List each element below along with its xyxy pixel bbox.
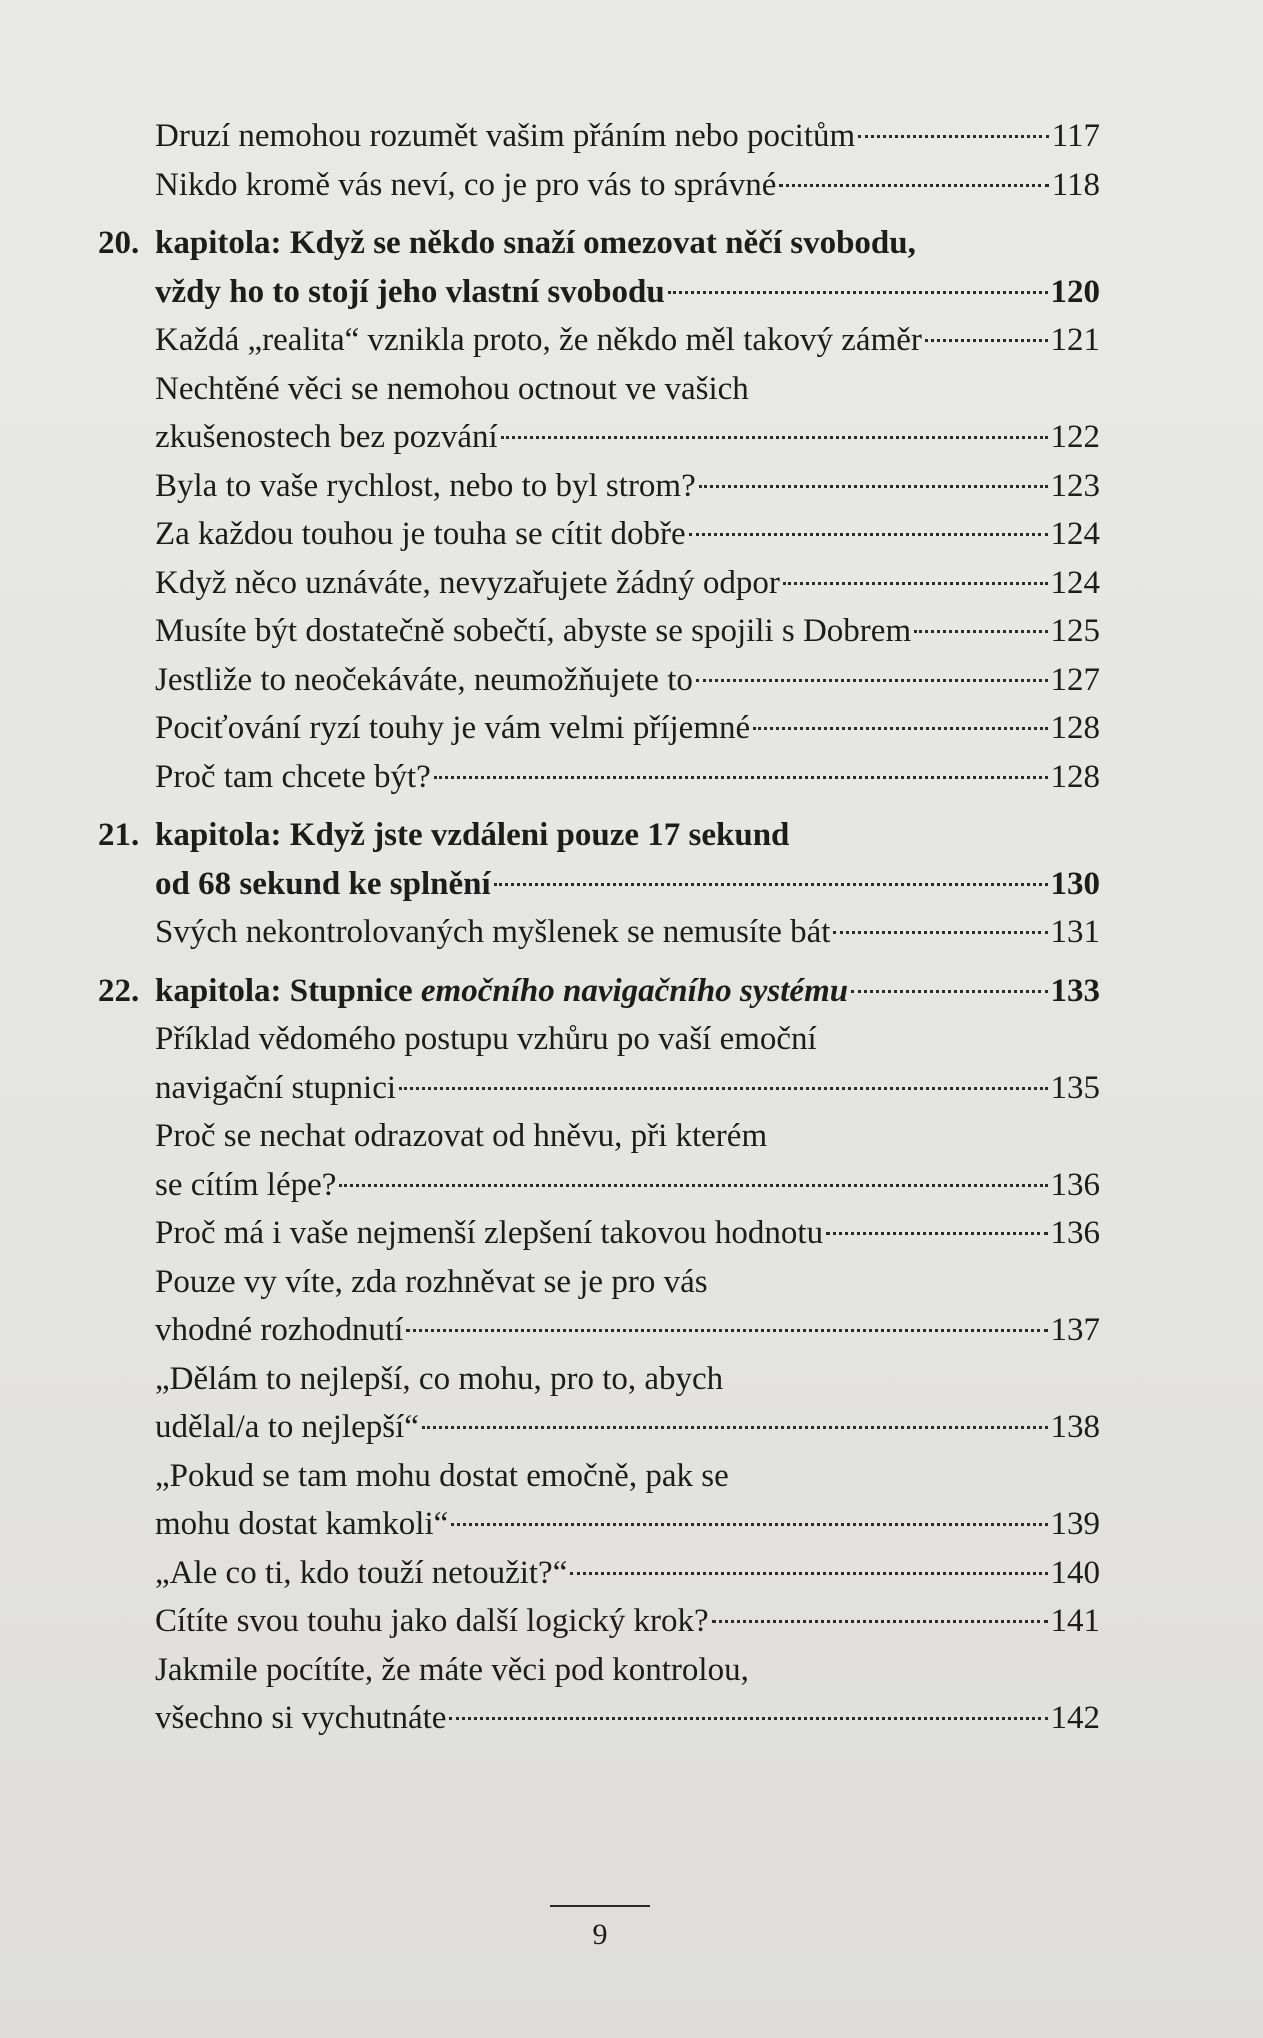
dot-leader [833,931,1047,934]
dot-leader [449,1717,1047,1720]
dot-leader [451,1523,1047,1526]
entry-page-number: 136 [1050,1215,1100,1251]
entry-title-line: kapitola: Když se někdo snaží omezovat něčí svobodu, [155,225,916,261]
entry-page-number: 137 [1050,1312,1100,1348]
entry-page-number: 136 [1050,1166,1100,1203]
entry-page-number: 127 [1050,661,1100,698]
footer-rule [550,1905,650,1907]
entry-page-number: 120 [1050,273,1100,310]
dot-leader [779,184,1048,187]
entry-title-line: Jestliže to neočekáváte, neumožňujete to [155,661,693,698]
toc-section-entry [98,365,1100,462]
dot-leader [668,291,1048,294]
entry-title-line: Musíte být dostatečně sobečtí, abyste se spojili s Dobrem [155,613,912,649]
toc-section-entry [98,161,1100,210]
chapter-number: 20. [98,225,140,261]
entry-title-line: mohu dostat kamkoli“ [155,1506,449,1542]
entry-title-line: Byla to vaše rychlost, nebo to byl strom? [155,467,696,504]
toc-section-entry [98,908,1100,957]
entry-title-line: Proč má i vaše nejmenší zlepšení takovou hodnotu [155,1215,824,1251]
entry-page-number: 124 [1050,564,1100,601]
dot-leader [501,436,1048,439]
chapter-number: 21. [98,817,140,853]
toc-section-entry [98,1597,1100,1646]
entry-title-line: Druzí nemohou rozumět vašim přáním nebo pocitům [155,118,856,154]
entry-page-number: 131 [1050,914,1100,950]
entry-page-number: 133 [1050,972,1100,1009]
entry-title-line: Když něco uznáváte, nevyzařujete žádný odpor [155,564,780,601]
toc-section-entry [98,559,1100,608]
entry-title-line: Za každou touhou je touha se cítit dobře [155,516,686,552]
entry-page-number: 124 [1050,516,1100,552]
dot-leader [434,776,1048,779]
toc-section-entry [98,1112,1100,1209]
entry-title-line: od 68 sekund ke splnění [155,865,491,902]
entry-title-line: Pouze vy víte, zda rozhněvat se je pro vás [155,1263,708,1300]
toc-section-entry [98,704,1100,753]
entry-page-number: 122 [1050,419,1100,455]
entry-page-number: 117 [1051,118,1100,154]
dot-leader [699,485,1048,488]
entry-page-number: 138 [1050,1409,1100,1445]
dot-leader [494,883,1048,886]
dot-leader [570,1572,1047,1575]
toc-section-entry [98,607,1100,656]
dot-leader [925,339,1048,342]
dot-leader [422,1426,1048,1429]
entry-title-line: navigační stupnici [155,1069,397,1106]
toc-chapter-entry [98,219,1100,316]
entry-title-italic: emočního navigačního systému [420,972,849,1009]
toc-section-entry [98,112,1100,161]
dot-leader [753,727,1047,730]
dot-leader [399,1087,1047,1090]
chapter-number: 22. [98,972,140,1009]
entry-page-number: 139 [1050,1506,1100,1542]
entry-title-line: Nechtěné věci se nemohou octnout ve vašich [155,370,749,407]
entry-title-line: Pociťování ryzí touhy je vám velmi příjemné [155,710,751,746]
entry-page-number: 125 [1050,613,1100,649]
entry-page-number: 142 [1050,1700,1100,1736]
toc-section-entry [98,753,1100,802]
toc-section-entry [98,1015,1100,1112]
dot-leader [696,679,1048,682]
dot-leader [851,990,1047,993]
entry-title-line: se cítím lépe? [155,1166,337,1203]
toc-section-entry [98,1209,1100,1258]
entry-title-line: Svých nekontrolovaných myšlenek se nemusíte bát [155,914,831,950]
entry-title-line: všechno si vychutnáte [155,1700,447,1736]
dot-leader [712,1620,1048,1623]
entry-page-number: 135 [1050,1069,1100,1106]
toc-chapter-entry [98,811,1100,908]
dot-leader [914,630,1047,633]
entry-page-number: 140 [1050,1554,1100,1591]
toc-section-entry [98,656,1100,705]
dot-leader [689,533,1048,536]
entry-title-line: „Dělám to nejlepší, co mohu, pro to, abych [155,1360,724,1397]
toc-section-entry [98,316,1100,365]
entry-page-number: 121 [1050,322,1100,358]
dot-leader [783,582,1048,585]
entry-page-number: 118 [1051,166,1100,203]
entry-title-line: Proč se nechat odrazovat od hněvu, při kterém [155,1118,768,1154]
toc-section-entry [98,1646,1100,1743]
table-of-contents [98,112,1100,1743]
toc-section-entry [98,1355,1100,1452]
page-number: 9 [592,1918,608,1951]
entry-title-line: udělal/a to nejlepší“ [155,1409,419,1445]
toc-section-entry [98,1452,1100,1549]
toc-section-entry [98,462,1100,511]
entry-title-line: „Pokud se tam mohu dostat emočně, pak se [155,1457,729,1494]
entry-page-number: 128 [1050,758,1100,795]
entry-page-number: 130 [1050,865,1100,902]
entry-title-line: „Ale co ti, kdo touží netoužit?“ [155,1554,568,1591]
toc-section-entry [98,1258,1100,1355]
dot-leader [339,1184,1047,1187]
dot-leader [826,1232,1047,1235]
entry-title-line: zkušenostech bez pozvání [155,419,498,455]
toc-section-entry [98,510,1100,559]
entry-title-line: vždy ho to stojí jeho vlastní svobodu [155,273,665,310]
dot-leader [406,1329,1047,1332]
entry-title-line: vhodné rozhodnutí [155,1312,404,1348]
entry-page-number: 123 [1050,467,1100,504]
entry-title-line: Proč tam chcete být? [155,758,431,795]
entry-page-number: 141 [1050,1603,1100,1639]
entry-title-line: Cítíte svou touhu jako další logický krok? [155,1603,709,1639]
toc-section-entry [98,1549,1100,1598]
entry-title-line: Příklad vědomého postupu vzhůru po vaší emoční [155,1021,817,1057]
entry-title-line: kapitola: Stupnice [155,972,421,1009]
entry-title-line: Každá „realita“ vznikla proto, že někdo měl takový záměr [155,322,922,358]
dot-leader [858,135,1049,138]
entry-title-line: kapitola: Když jste vzdáleni pouze 17 sekund [155,817,790,853]
toc-chapter-entry [98,967,1100,1016]
entry-title-line: Nikdo kromě vás neví, co je pro vás to správné [155,166,777,203]
entry-page-number: 128 [1050,710,1100,746]
entry-title-line: Jakmile pocítíte, že máte věci pod kontrolou, [155,1651,749,1688]
